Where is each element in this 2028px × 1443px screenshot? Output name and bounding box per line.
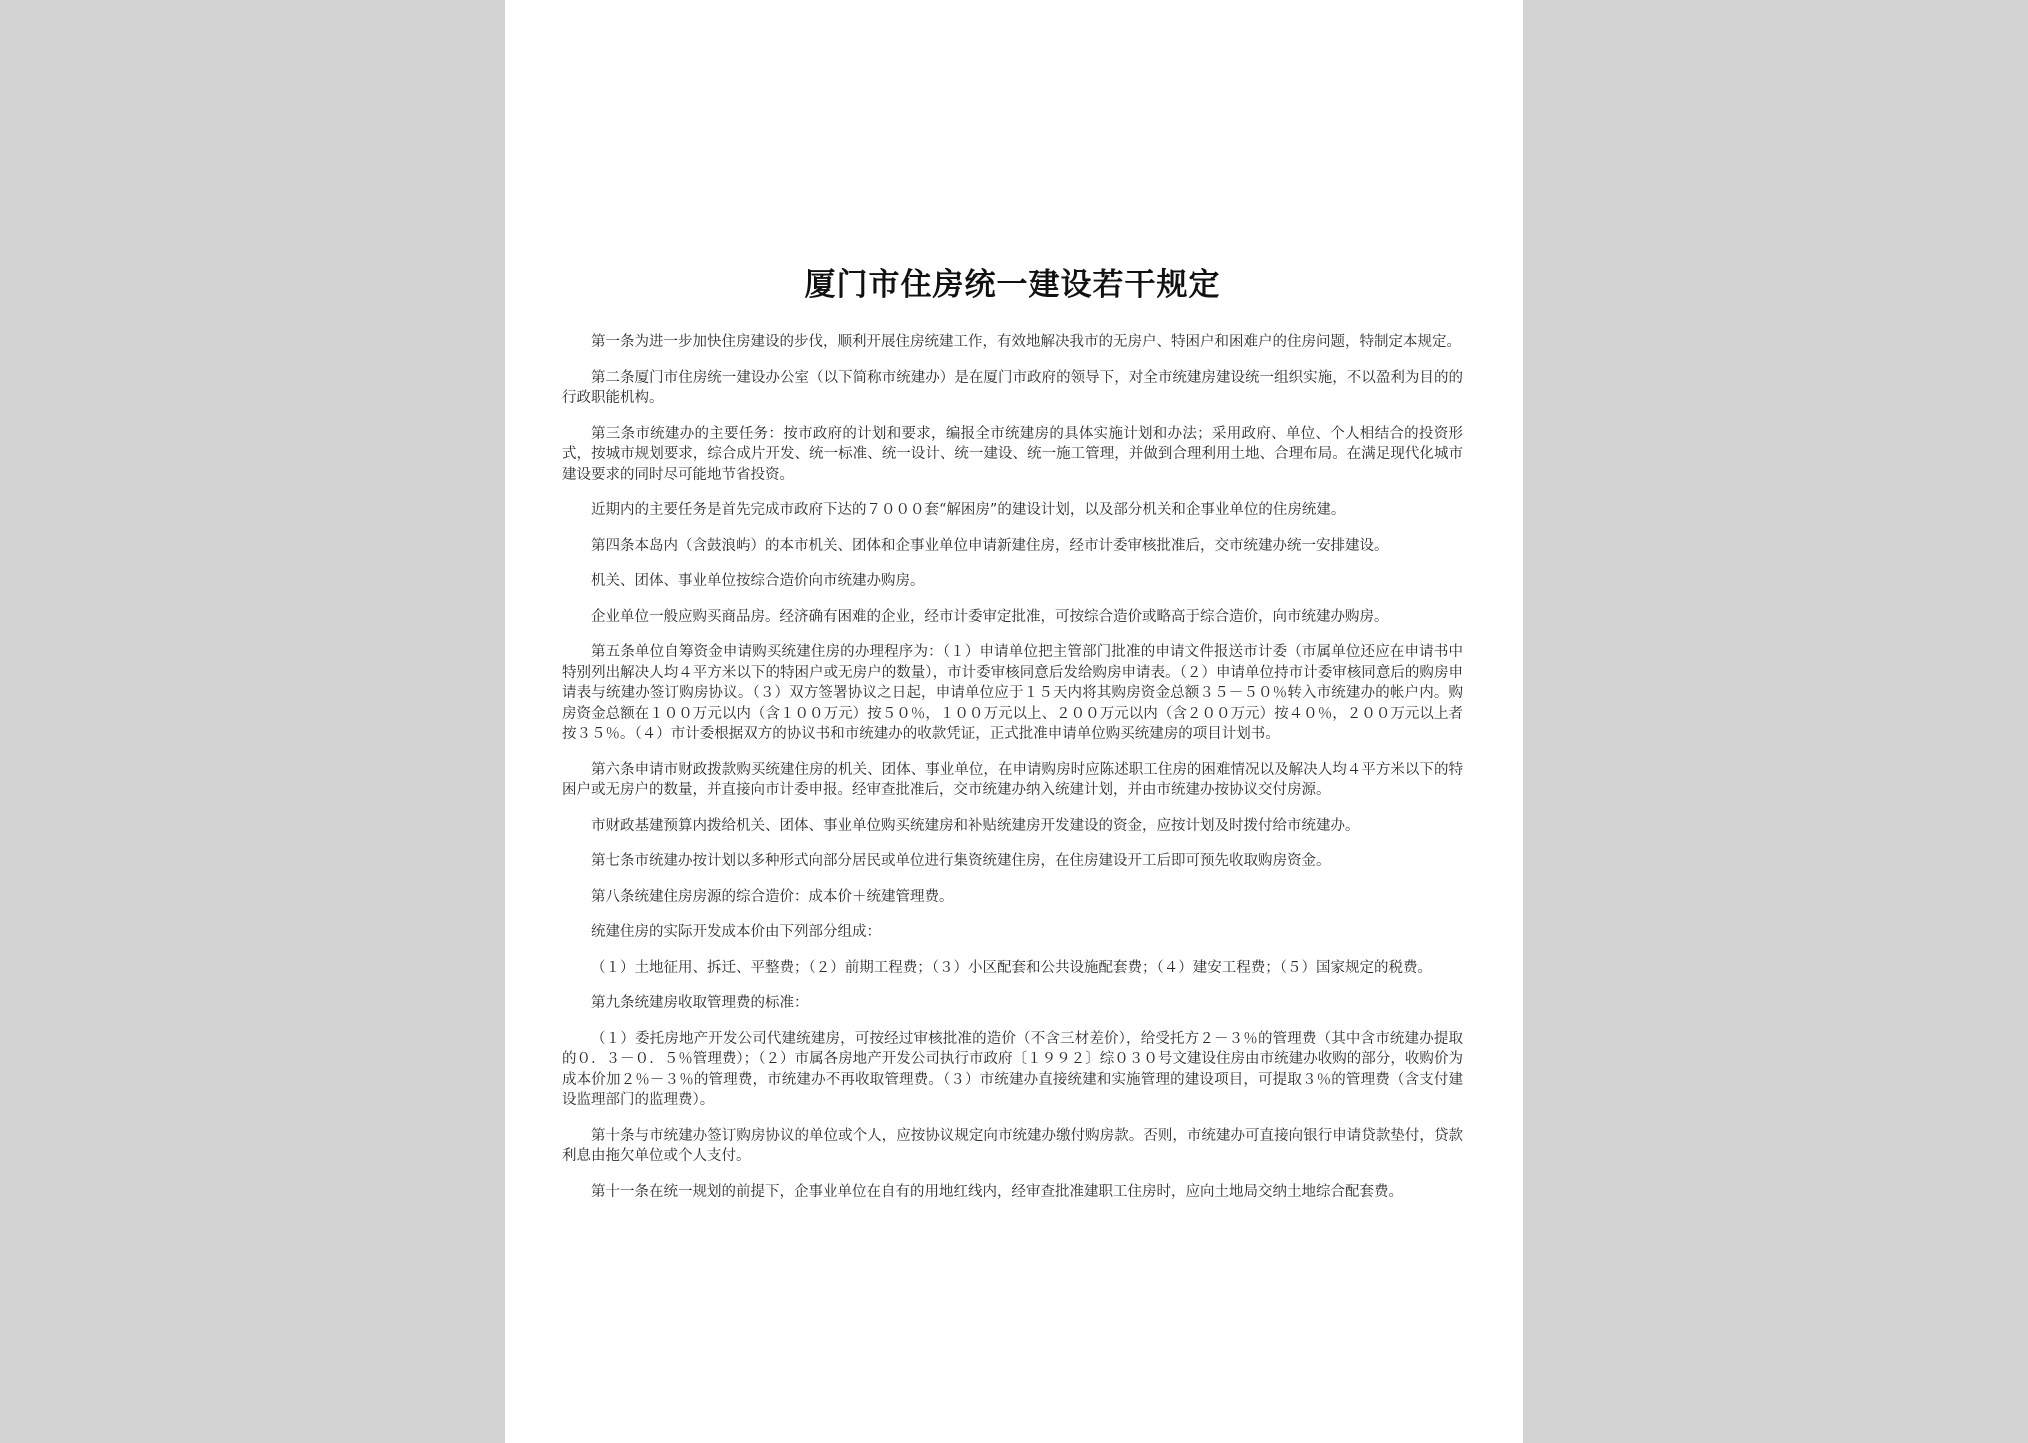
paragraph: 统建住房的实际开发成本价由下列部分组成： <box>591 924 881 940</box>
document-page <box>505 0 1523 1443</box>
paragraph: 第十一条在统一规划的前提下，企事业单位在自有的用地红线内，经审查批准建职工住房时，应向土地局交纳土地综合配套费。 <box>591 1183 1403 1200</box>
paragraph: 机关、团体、事业单位按综合造价向市统建办购房。 <box>591 573 925 589</box>
paragraph: （１）土地征用、拆迁、平整费；（２）前期工程费；（３）小区配套和公共设施配套费；（４）建安工程费；（５）国家规定的税费。 <box>591 959 1432 976</box>
paragraph: 第十条与市统建办签订购房协议的单位或个人，应按协议规定向市统建办缴付购房款。否则，市统建办可直接向银行申请贷款垫付，贷款利息由拖欠单位或个人支付。 <box>562 1127 1463 1164</box>
paragraph: 市财政基建预算内拨给机关、团体、事业单位购买统建房和补贴统建房开发建设的资金，应按计划及时拨付给市统建办。 <box>591 817 1360 834</box>
paragraph: 第七条市统建办按计划以多种形式向部分居民或单位进行集资统建住房，在住房建设开工后即可预先收取购房资金。 <box>591 853 1331 869</box>
paragraph: 企业单位一般应购买商品房。经济确有困难的企业，经市计委审定批准，可按综合造价或略高于综合造价，向市统建办购房。 <box>591 608 1389 625</box>
paragraph: 第五条单位自筹资金申请购买统建住房的办理程序为：（１）申请单位把主管部门批准的申请文件报送市计委（市属单位还应在申请书中特别列出解决人均４平方米以下的特困户或无房户的数量），市计委审核同意后发给购房申请表。（２）申请单位持市计委审核同意后的购房申请表与统建办签订购房协议。（３）双方签署协议之日起，申请单位应于１５天内将其购房资金总额３５－５０％转入市统建办的帐户内。购房资金总额在１００万元以内（含１００万元）按５０％，１００万元以上、２００万元以内（含２００万元）按４０％，２００万元以上者按３５％。（４）市计委根据双方的协议书和市统建办的收款凭证，正式批准申请单位购买统建房的项目计划书。 <box>562 644 1463 742</box>
paragraph: 第八条统建住房房源的综合造价：成本价＋统建管理费。 <box>591 888 954 905</box>
paragraph: 第一条为进一步加快住房建设的步伐，顺利开展住房统建工作，有效地解决我市的无房户、特困户和困难户的住房问题，特制定本规定。 <box>591 334 1461 350</box>
paragraph: 第四条本岛内（含鼓浪屿）的本市机关、团体和企事业单位申请新建住房，经市计委审核批准后，交市统建办统一安排建设。 <box>591 537 1389 554</box>
paragraph: 第九条统建房收取管理费的标准： <box>591 995 809 1011</box>
paragraph: 第三条市统建办的主要任务：按市政府的计划和要求，编报全市统建房的具体实施计划和办法；采用政府、单位、个人相结合的投资形式，按城市规划要求，综合成片开发、统一标准、统一设计、统一建设、统一施工管理，并做到合理利用土地、合理布局。在满足现代化城市建设要求的同时尽可能地节省投资。 <box>562 425 1463 483</box>
paragraph: 近期内的主要任务是首先完成市政府下达的７０００套“解困房”的建设计划，以及部分机关和企事业单位的住房统建。 <box>591 502 1346 518</box>
document-title: 厦门市住房统一建设若干规定 <box>804 267 1221 303</box>
paragraph: 第二条厦门市住房统一建设办公室（以下简称市统建办）是在厦门市政府的领导下，对全市统建房建设统一组织实施，不以盈利为目的的行政职能机构。 <box>562 369 1463 406</box>
paragraph: （１）委托房地产开发公司代建统建房，可按经过审核批准的造价（不含三材差价），给受托方２－３％的管理费（其中含市统建办提取的０．３－０．５％管理费）；（２）市属各房地产开发公司执行市政府〔１９９２〕综０３０号文建设住房由市统建办收购的部分，收购价为成本价加２％－３％的管理费，市统建办不再收取管理费。（３）市统建办直接统建和实施管理的建设项目，可提取３％的管理费（含支付建设监理部门的监理费）。 <box>562 1030 1463 1108</box>
paragraph: 第六条申请市财政拨款购买统建住房的机关、团体、事业单位，在申请购房时应陈述职工住房的困难情况以及解决人均４平方米以下的特困户或无房户的数量，并直接向市计委申报。经审查批准后，交市统建办纳入统建计划，并由市统建办按协议交付房源。 <box>562 761 1463 798</box>
